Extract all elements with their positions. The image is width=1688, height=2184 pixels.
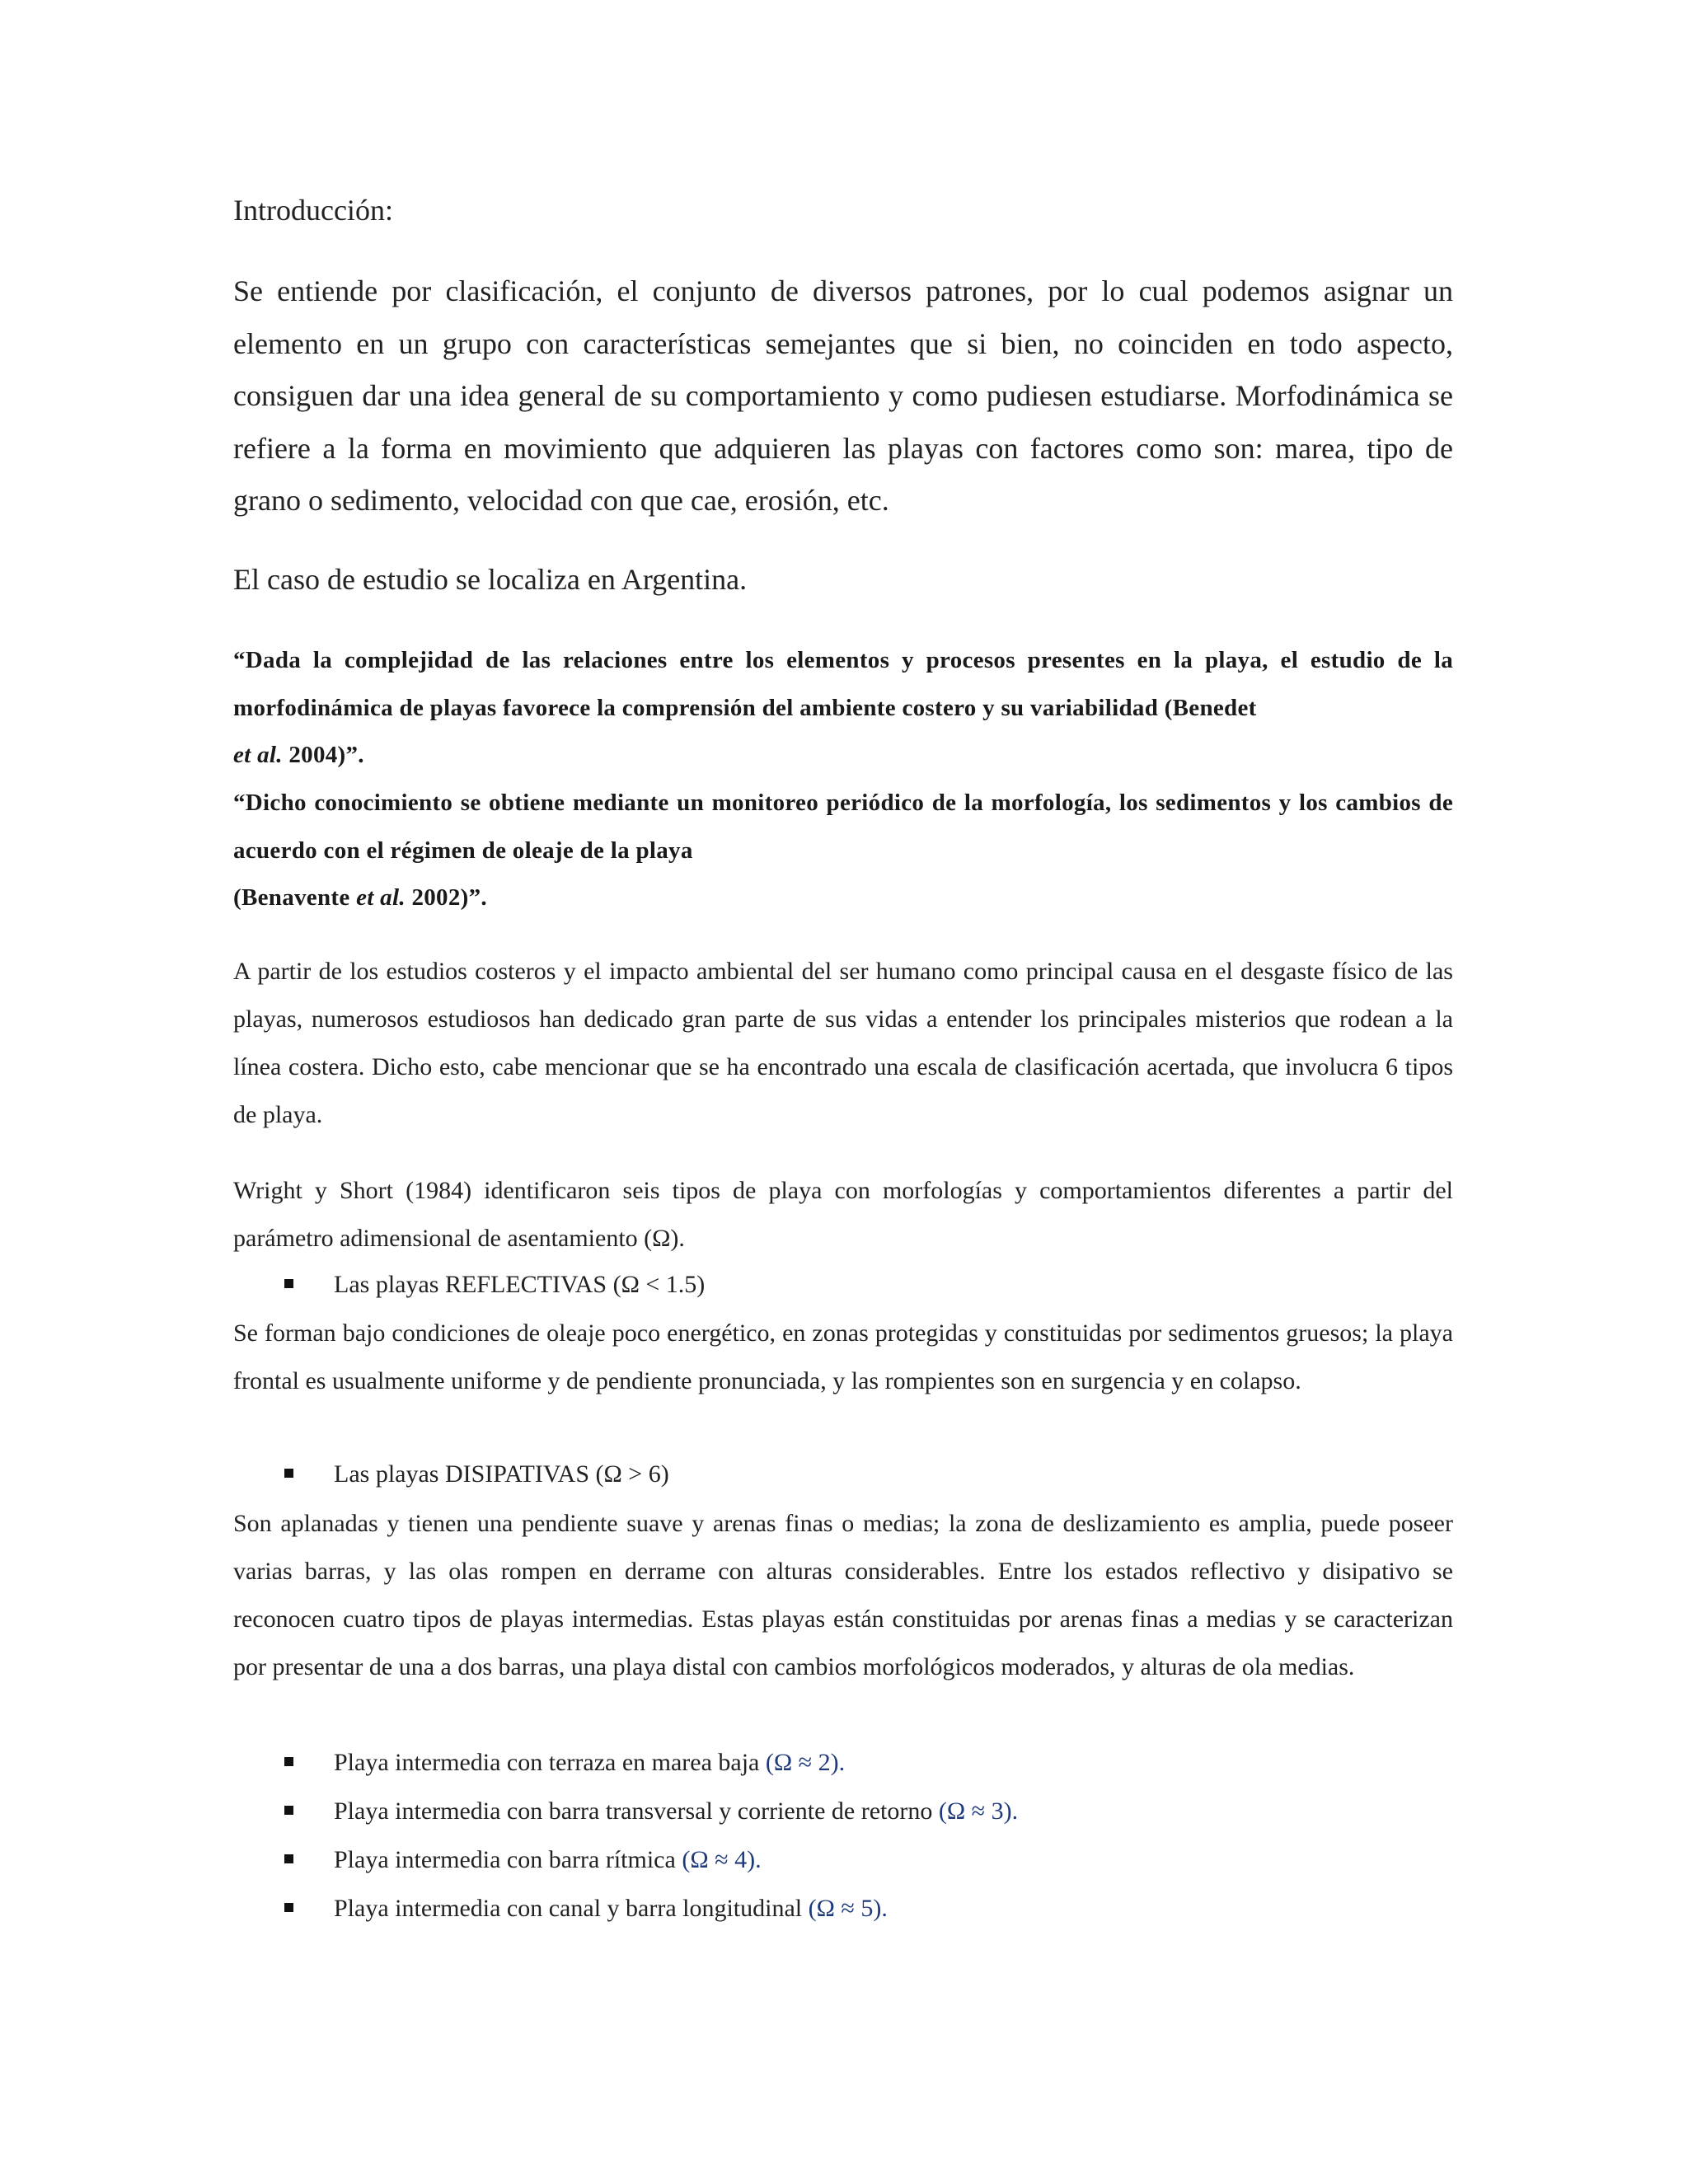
list-item-text: Playa intermedia con canal y barra longitudinal [334,1895,809,1922]
quote-benavente [233,780,1453,922]
quote-benedet-etal: et al. [233,742,283,768]
quote-benedet-tail: 2004)”. [282,742,364,768]
quote-benavente-text: “Dicho conocimiento se obtiene mediante un monitoreo periódico de la morfología, los sedimentos y los cambios de acuerdo con el régimen de oleaje de la playa [233,790,1453,864]
list-item-text: Playa intermedia con terraza en marea baja [334,1749,766,1776]
coastal-studies-paragraph: A partir de los estudios costeros y el impacto ambiental del ser humano como principal causa en el desgaste físico de las playas, numerosos estudiosos han dedicado gran parte de sus vidas a entender los principales misterios que rodean a la línea costera. Dicho esto, cabe mencionar que se ha encontrado una escala de clasificación acertada, que involucra 6 tipos de playa. [233,958,1453,1128]
square-bullet-icon [284,1469,293,1478]
square-bullet-icon [284,1806,293,1815]
square-bullet-icon [284,1903,293,1912]
square-bullet-icon [284,1279,293,1288]
reflective-paragraph: Se forman bajo condiciones de oleaje poco energético, en zonas protegidas y constituidas por sedimentos gruesos; la playa frontal es usualmente uniforme y de pendiente pronunciada, y las rompientes son en surgencia y en colapso. [233,1319,1453,1394]
wright-short-paragraph: Wright y Short (1984) identificaron seis tipos de playa con morfologías y comportamientos diferentes a partir del parámetro adimensional de asentamiento (Ω). [233,1177,1453,1252]
dissipative-bullet-label: Las playas DISIPATIVAS (Ω > 6) [334,1460,669,1488]
intro-paragraph: Se entiende por clasificación, el conjunto de diversos patrones, por lo cual podemos asignar un elemento en un grupo con características semejantes que si bien, no coinciden en todo aspecto, consiguen dar una idea general de su comportamiento y como pudiesen estudiarse. Morfodinámica se refiere a la forma en movimiento que adquieren las playas con factores como son: marea, tipo de grano o sedimento, velocidad con que cae, erosión, etc. [233,274,1453,517]
omega-value: (Ω ≈ 4). [682,1846,762,1873]
quote-benavente-etal: et al. [356,884,406,911]
quote-benavente-citation-prefix: (Benavente [233,884,357,911]
reflective-bullet-label: Las playas REFLECTIVAS (Ω < 1.5) [334,1271,706,1298]
omega-value: (Ω ≈ 2). [765,1749,846,1776]
omega-value: (Ω ≈ 3). [938,1797,1019,1825]
omega-value: (Ω ≈ 5). [808,1895,888,1922]
list-item-text: Playa intermedia con barra transversal y corriente de retorno [334,1797,939,1825]
square-bullet-icon [284,1757,293,1766]
case-study-paragraph: El caso de estudio se localiza en Argentina. [233,563,748,596]
quote-benavente-tail: 2002)”. [405,884,487,911]
section-heading: Introducción: [233,194,393,227]
list-item-text: Playa intermedia con barra rítmica [334,1846,682,1873]
dissipative-paragraph: Son aplanadas y tienen una pendiente suave y arenas finas o medias; la zona de deslizamiento es amplia, puede poseer varias barras, y las olas rompen en derrame con alturas considerables. Entre los estados reflectivo y disipativo se reconocen cuatro tipos de playas intermedias. Estas playas están constituidas por arenas finas a medias y se caracterizan por presentar de una a dos barras, una playa distal con cambios morfológicos moderados, y alturas de ola medias. [233,1510,1453,1680]
square-bullet-icon [284,1854,293,1863]
quote-benedet-text: “Dada la complejidad de las relaciones entre los elementos y procesos presentes en la playa, el estudio de la morfodinámica de playas favorece la comprensión del ambiente costero y su variabilidad (Benedet [233,647,1453,721]
quote-benedet [233,637,1453,780]
